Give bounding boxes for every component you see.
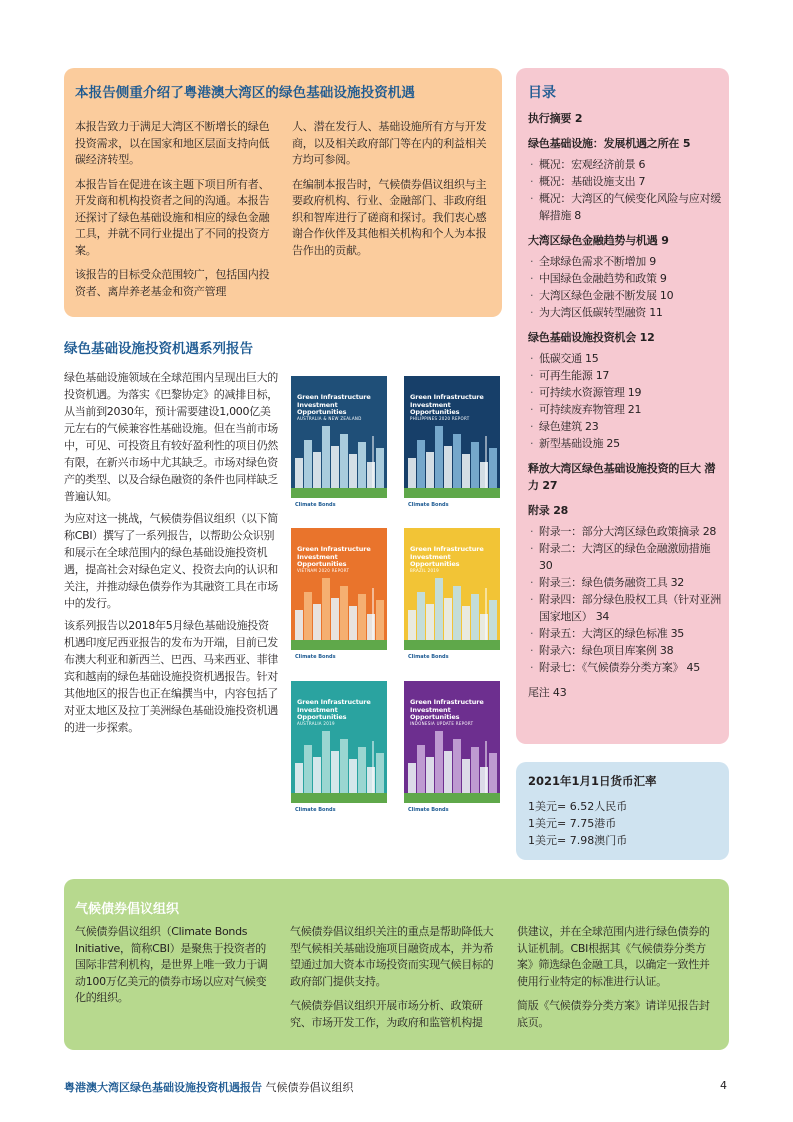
- paragraph: 本报告旨在促进在该主题下项目所有者、开发商和机构投资者之间的沟通。本报告还探讨了绿色基础设施和相应的绿色金融工具，并就不同行业提出了不同的投资方案。: [75, 177, 270, 257]
- toc-section[interactable]: 附录 28: [528, 504, 569, 517]
- toc-item-list: [529, 156, 724, 224]
- toc-item[interactable]: · 概况：宏观经济前景 6: [529, 156, 724, 173]
- report-cover-image: [404, 681, 500, 819]
- footer-report-title: 粤港澳大湾区绿色基础设施投资机遇报告: [64, 1081, 262, 1094]
- toc-item[interactable]: · 可持续废弃物管理 21: [529, 401, 724, 418]
- cover-logo-strip: [291, 650, 387, 666]
- toc-title: 目录: [528, 85, 556, 101]
- toc-item[interactable]: · 附录一：部分大湾区绿色政策摘录 28: [529, 523, 724, 540]
- toc-item-list: [529, 523, 724, 676]
- cover-logo-strip: [291, 803, 387, 819]
- report-cover-image: [291, 376, 387, 514]
- report-cover-image: [291, 528, 387, 666]
- cbi-column-2: [290, 924, 500, 1039]
- cover-brand: Climate Bonds: [295, 654, 336, 660]
- paragraph: 简版《气候债券分类方案》请详见报告封底页。: [517, 999, 710, 1029]
- report-cover-image: [291, 681, 387, 819]
- cover-brand: Climate Bonds: [295, 502, 336, 508]
- toc-item-list: [529, 350, 724, 452]
- cover-title: Green Infrastructure Investment Opportunities: [410, 698, 484, 721]
- toc-item[interactable]: · 全球绿色需求不断增加 9: [529, 253, 724, 270]
- cover-title: Green Infrastructure Investment Opportunities: [297, 545, 371, 568]
- cbi-column-3: [517, 924, 719, 1039]
- cover-brand: Climate Bonds: [408, 807, 449, 813]
- toc-section[interactable]: 执行摘要 2: [528, 112, 583, 125]
- toc-item[interactable]: · 可持续水资源管理 19: [529, 384, 724, 401]
- intro-column-2: [292, 119, 492, 267]
- cover-logo-strip: [404, 803, 500, 819]
- toc-item[interactable]: · 概况：基础设施支出 7: [529, 173, 724, 190]
- toc-item[interactable]: · 新型基础设施 25: [529, 435, 724, 452]
- report-cover-image: [404, 528, 500, 666]
- footer-organization: 气候债券倡议组织: [265, 1081, 354, 1094]
- paragraph: 气候债券倡议组织（Climate Bonds Initiative，简称CBI）是聚焦于投资者的国际非营利机构，是世界上唯一致力于调动100万亿美元的债券市场以应对气候变化的组织。: [75, 925, 268, 1004]
- cover-subtitle: VIETNAM 2020 REPORT: [297, 568, 350, 573]
- paragraph: 该系列报告以2018年5月绿色基础设施投资机遇印度尼西亚报告的发布为开端，目前已发布澳大利亚和新西兰、巴西、马来西亚、菲律宾和越南的绿色基础设施投资机遇报告。针对其他地区的报告也正在编撰当中，内容包括了对亚太地区及拉丁美洲绿色基础设施投资机遇的进一步探索。: [64, 619, 278, 734]
- page-number: 4: [720, 1079, 727, 1092]
- toc-item[interactable]: · 附录四：部分绿色股权工具（针对亚洲国家地区） 34: [529, 591, 724, 625]
- exchange-rate-line: 1美元= 7.98澳门币: [528, 834, 628, 847]
- table-of-contents: [528, 108, 724, 701]
- series-text: [64, 369, 278, 741]
- cover-brand: Climate Bonds: [408, 654, 449, 660]
- toc-item[interactable]: · 可再生能源 17: [529, 367, 724, 384]
- paragraph: 人、潜在发行人、基础设施所有方与开发商，以及相关政府部门等在内的利益相关方均可参阅。: [292, 120, 487, 166]
- cover-brand: Climate Bonds: [408, 502, 449, 508]
- toc-section[interactable]: 释放大湾区绿色基础设施投资的巨大 潜力 27: [528, 462, 716, 492]
- paragraph: 为应对这一挑战，气候债券倡议组织（以下简称CBI）撰写了一系列报告，以帮助公众识别和展示在全球范围内的绿色基础设施投资机遇，提高社会对绿色定义、投资去向的认识和关注，并推动绿色债券作为其融资工具在市场中的发行。: [64, 512, 278, 610]
- toc-item[interactable]: · 附录六：绿色项目库案例 38: [529, 642, 724, 659]
- cover-subtitle: AUSTRALIA & NEW ZEALAND: [297, 416, 362, 421]
- paragraph: 供建议，并在全球范围内进行绿色债券的认证机制。CBI根据其《气候债券分类方案》筛选绿色金融工具，以确定一致性并使用行业特定的标准进行认证。: [517, 925, 710, 988]
- page-footer: [64, 1079, 354, 1095]
- paragraph: 绿色基础设施领域在全球范围内呈现出巨大的投资机遇。为落实《巴黎协定》的减排目标，从当前到2030年，预计需要建设1,000亿美元左右的气候兼容性基础设施。但在当前市场中，可见、可投资且有较好盈利性的项目仍然有限，在新兴市场中尤其缺乏。市场对绿色资产的类型、以及合绿色融资的条件也同样缺乏普遍认知。: [64, 371, 278, 503]
- cover-title: Green Infrastructure Investment Opportunities: [410, 545, 484, 568]
- cover-subtitle: PHILIPPINES 2020 REPORT: [410, 416, 470, 421]
- intro-column-1: [75, 119, 275, 308]
- cbi-title: 气候债券倡议组织: [75, 902, 180, 917]
- toc-item[interactable]: · 附录三：绿色债务融资工具 32: [529, 574, 724, 591]
- toc-section[interactable]: 绿色基础设施投资机会 12: [528, 331, 655, 344]
- cover-logo-strip: [404, 498, 500, 514]
- exchange-rate-line: 1美元= 6.52人民币: [528, 800, 628, 813]
- cover-subtitle: INDONESIA UPDATE REPORT: [410, 721, 474, 726]
- cover-logo-strip: [404, 650, 500, 666]
- exchange-rate-title: 2021年1月1日货币汇率: [528, 774, 657, 788]
- toc-item[interactable]: · 附录二：大湾区的绿色金融激励措施 30: [529, 540, 724, 574]
- series-title: 绿色基础设施投资机遇系列报告: [64, 341, 253, 357]
- toc-item[interactable]: · 为大湾区低碳转型融资 11: [529, 304, 724, 321]
- toc-item[interactable]: · 中国绿色金融趋势和政策 9: [529, 270, 724, 287]
- paragraph: 该报告的目标受众范围较广，包括国内投资者、离岸养老基金和资产管理: [75, 268, 270, 298]
- paragraph: 气候债券倡议组织开展市场分析、政策研究、市场开发工作，为政府和监管机构提: [290, 999, 483, 1029]
- cover-brand: Climate Bonds: [295, 807, 336, 813]
- cover-subtitle: BRAZIL 2019: [410, 568, 439, 573]
- cover-title: Green Infrastructure Investment Opportunities: [297, 393, 371, 416]
- toc-item[interactable]: · 低碳交通 15: [529, 350, 724, 367]
- cover-subtitle: AUSTRALIA 2019: [297, 721, 335, 726]
- toc-item[interactable]: · 附录七：《气候债券分类方案》 45: [529, 659, 724, 676]
- toc-section[interactable]: 尾注 43: [528, 686, 567, 699]
- toc-item-list: [529, 253, 724, 321]
- report-cover-image: [404, 376, 500, 514]
- toc-section[interactable]: 大湾区绿色金融趋势与机遇 9: [528, 234, 669, 247]
- exchange-rate-line: 1美元= 7.75港币: [528, 817, 617, 830]
- cover-title: Green Infrastructure Investment Opportunities: [297, 698, 371, 721]
- toc-item[interactable]: · 概况：大湾区的气候变化风险与应对缓解措施 8: [529, 190, 724, 224]
- toc-item[interactable]: · 绿色建筑 23: [529, 418, 724, 435]
- intro-title: 本报告侧重介绍了粤港澳大湾区的绿色基础设施投资机遇: [75, 85, 415, 101]
- paragraph: 在编制本报告时，气候债券倡议组织与主要政府机构、行业、金融部门、非政府组织和智库进行了磋商和探讨。我们衷心感谢合作伙伴及其他相关机构和个人为本报告作出的贡献。: [292, 177, 487, 257]
- toc-item[interactable]: · 附录五：大湾区的绿色标准 35: [529, 625, 724, 642]
- toc-section[interactable]: 绿色基础设施：发展机遇之所在 5: [528, 137, 691, 150]
- paragraph: 气候债券倡议组织关注的重点是帮助降低大型气候相关基础设施项目融资成本，并为希望通过加大资本市场投资而实现气候目标的政府部门提供支持。: [290, 925, 494, 988]
- cover-logo-strip: [291, 498, 387, 514]
- cbi-column-1: [75, 924, 275, 1015]
- paragraph: 本报告致力于满足大湾区不断增长的绿色投资需求，以在国家和地区层面支持向低碳经济转型。: [75, 120, 270, 166]
- toc-item[interactable]: · 大湾区绿色金融不断发展 10: [529, 287, 724, 304]
- cover-title: Green Infrastructure Investment Opportunities: [410, 393, 484, 416]
